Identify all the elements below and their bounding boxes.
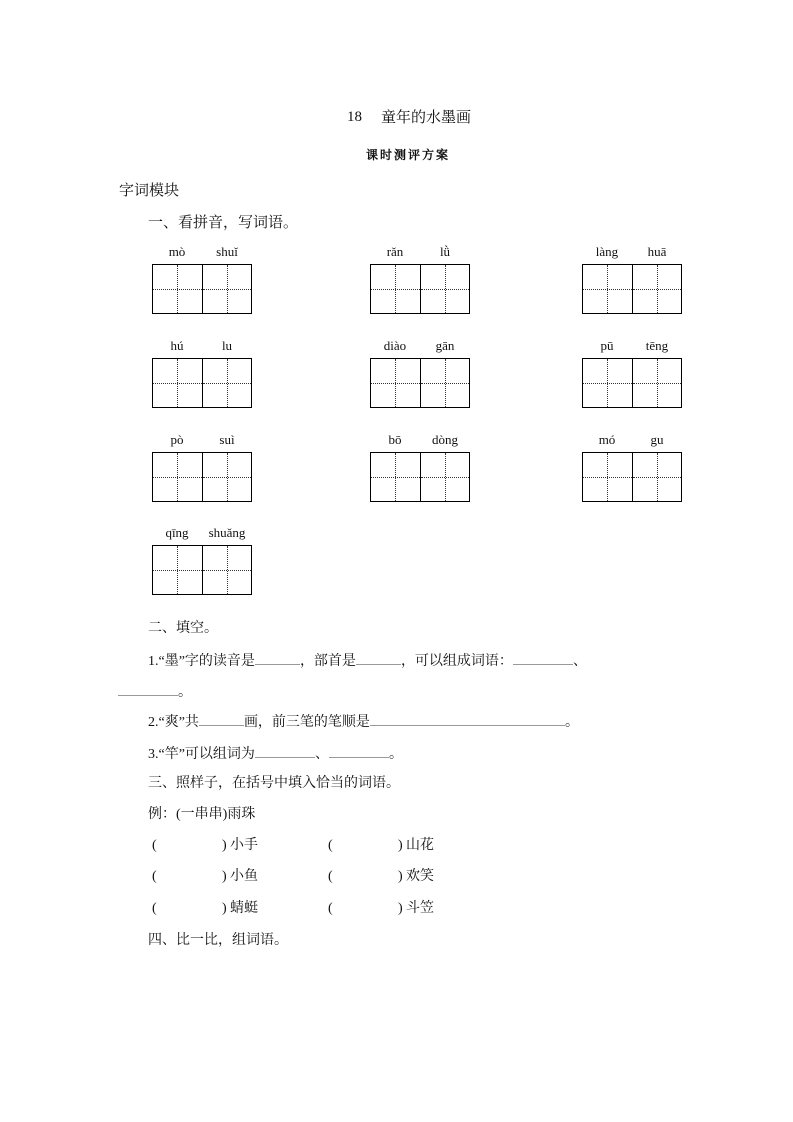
target-word: 斗笠 [406, 901, 434, 916]
pinyin-syllable: huā [647, 244, 667, 259]
pinyin-label [582, 338, 682, 354]
pinyin-label [370, 244, 470, 260]
writing-box[interactable] [370, 264, 470, 314]
open-paren: ( [152, 838, 157, 853]
writing-box[interactable] [370, 452, 470, 502]
pinyin-syllable: mó [598, 432, 616, 447]
answer-slot[interactable] [160, 837, 220, 855]
pinyin-syllable: lu [221, 338, 233, 353]
open-paren: ( [152, 901, 157, 916]
section1-heading: 一、看拼音，写词语。 [148, 213, 299, 231]
target-word: 蜻蜓 [230, 901, 258, 916]
subtitle: 课时测评方案 [366, 148, 451, 162]
tianzige-cell[interactable] [583, 359, 632, 407]
section3-heading: 三、照样子，在括号中填入恰当的词语。 [148, 775, 400, 791]
pinyin-label [370, 338, 470, 354]
tianzige-cell[interactable] [202, 359, 252, 407]
pinyin-syllable: pò [170, 432, 184, 447]
pinyin-syllable: pū [600, 338, 614, 353]
tianzige-cell[interactable] [583, 453, 632, 501]
pinyin-syllable: tēng [645, 338, 669, 353]
answer-blank[interactable] [118, 681, 178, 696]
example: 例：(一串串)雨珠 [148, 807, 256, 822]
tianzige-cell[interactable] [420, 359, 470, 407]
answer-slot[interactable] [160, 900, 220, 918]
answer-blank[interactable] [329, 743, 389, 758]
answer-blank[interactable] [356, 650, 401, 665]
writing-box[interactable] [152, 452, 252, 502]
pinyin-syllable: suì [219, 432, 235, 447]
question-1-cont: 。 [118, 681, 192, 702]
tianzige-cell[interactable] [371, 265, 420, 313]
question-3: 3.“竿”可以组词为 、 。 [148, 743, 403, 764]
pinyin-label [582, 244, 682, 260]
target-word: 欢笑 [406, 869, 434, 884]
writing-box[interactable] [152, 545, 252, 595]
target-word: 小手 [230, 838, 258, 853]
answer-slot[interactable] [336, 900, 396, 918]
pinyin-syllable: bō [388, 432, 402, 447]
pinyin-label [582, 432, 682, 448]
answer-slot[interactable] [160, 868, 220, 886]
tianzige-cell[interactable] [371, 453, 420, 501]
tianzige-cell[interactable] [583, 265, 632, 313]
pinyin-syllable: mò [168, 244, 186, 259]
pinyin-syllable: hú [170, 338, 184, 353]
pinyin-syllable: diào [383, 338, 407, 353]
tianzige-cell[interactable] [632, 359, 682, 407]
answer-slot[interactable] [336, 837, 396, 855]
open-paren: ( [152, 869, 157, 884]
pinyin-label [152, 244, 252, 260]
tianzige-cell[interactable] [202, 546, 252, 594]
writing-box[interactable] [582, 452, 682, 502]
writing-box[interactable] [582, 264, 682, 314]
tianzige-cell[interactable] [202, 453, 252, 501]
tianzige-cell[interactable] [632, 453, 682, 501]
tianzige-cell[interactable] [632, 265, 682, 313]
pinyin-label [370, 432, 470, 448]
open-paren: ( [328, 901, 333, 916]
writing-box[interactable] [152, 358, 252, 408]
close-paren: ) [222, 838, 227, 853]
answer-blank[interactable] [370, 711, 565, 726]
close-paren: ) [222, 901, 227, 916]
pinyin-syllable: gu [650, 432, 664, 447]
pinyin-label [152, 338, 252, 354]
pinyin-syllable: shuǐ [216, 244, 238, 259]
writing-box[interactable] [152, 264, 252, 314]
pinyin-syllable: rǎn [386, 244, 404, 259]
pinyin-syllable: shuǎng [208, 525, 246, 540]
lesson-number: 18 [347, 109, 362, 125]
tianzige-cell[interactable] [153, 359, 202, 407]
pinyin-label [152, 432, 252, 448]
tianzige-cell[interactable] [371, 359, 420, 407]
answer-blank[interactable] [199, 711, 244, 726]
page-title: 童年的水墨画 [381, 108, 472, 126]
pinyin-label [152, 525, 252, 541]
section4-heading: 四、比一比，组词语。 [148, 932, 288, 948]
target-word: 山花 [406, 838, 434, 853]
writing-box[interactable] [370, 358, 470, 408]
open-paren: ( [328, 838, 333, 853]
open-paren: ( [328, 869, 333, 884]
close-paren: ) [398, 869, 403, 884]
tianzige-cell[interactable] [420, 265, 470, 313]
pinyin-syllable: qīng [165, 525, 189, 540]
close-paren: ) [398, 838, 403, 853]
pinyin-syllable: lǜ [439, 244, 451, 259]
target-word: 小鱼 [230, 869, 258, 884]
module-heading: 字词模块 [119, 181, 180, 199]
tianzige-cell[interactable] [153, 546, 202, 594]
pinyin-syllable: làng [595, 244, 619, 259]
close-paren: ) [222, 869, 227, 884]
tianzige-cell[interactable] [420, 453, 470, 501]
writing-box[interactable] [582, 358, 682, 408]
answer-blank[interactable] [255, 743, 315, 758]
answer-slot[interactable] [336, 868, 396, 886]
tianzige-cell[interactable] [202, 265, 252, 313]
pinyin-syllable: gān [435, 338, 455, 353]
close-paren: ) [398, 901, 403, 916]
tianzige-cell[interactable] [153, 453, 202, 501]
section2-heading: 二、填空。 [148, 620, 218, 636]
question-1: 1.“墨”字的读音是 ，部首是 ，可以组成词语： 、 [148, 650, 587, 671]
pinyin-syllable: dòng [432, 432, 458, 447]
answer-blank[interactable] [255, 650, 300, 665]
tianzige-cell[interactable] [153, 265, 202, 313]
answer-blank[interactable] [513, 650, 573, 665]
question-2: 2.“爽”共 画，前三笔的笔顺是 。 [148, 711, 579, 732]
